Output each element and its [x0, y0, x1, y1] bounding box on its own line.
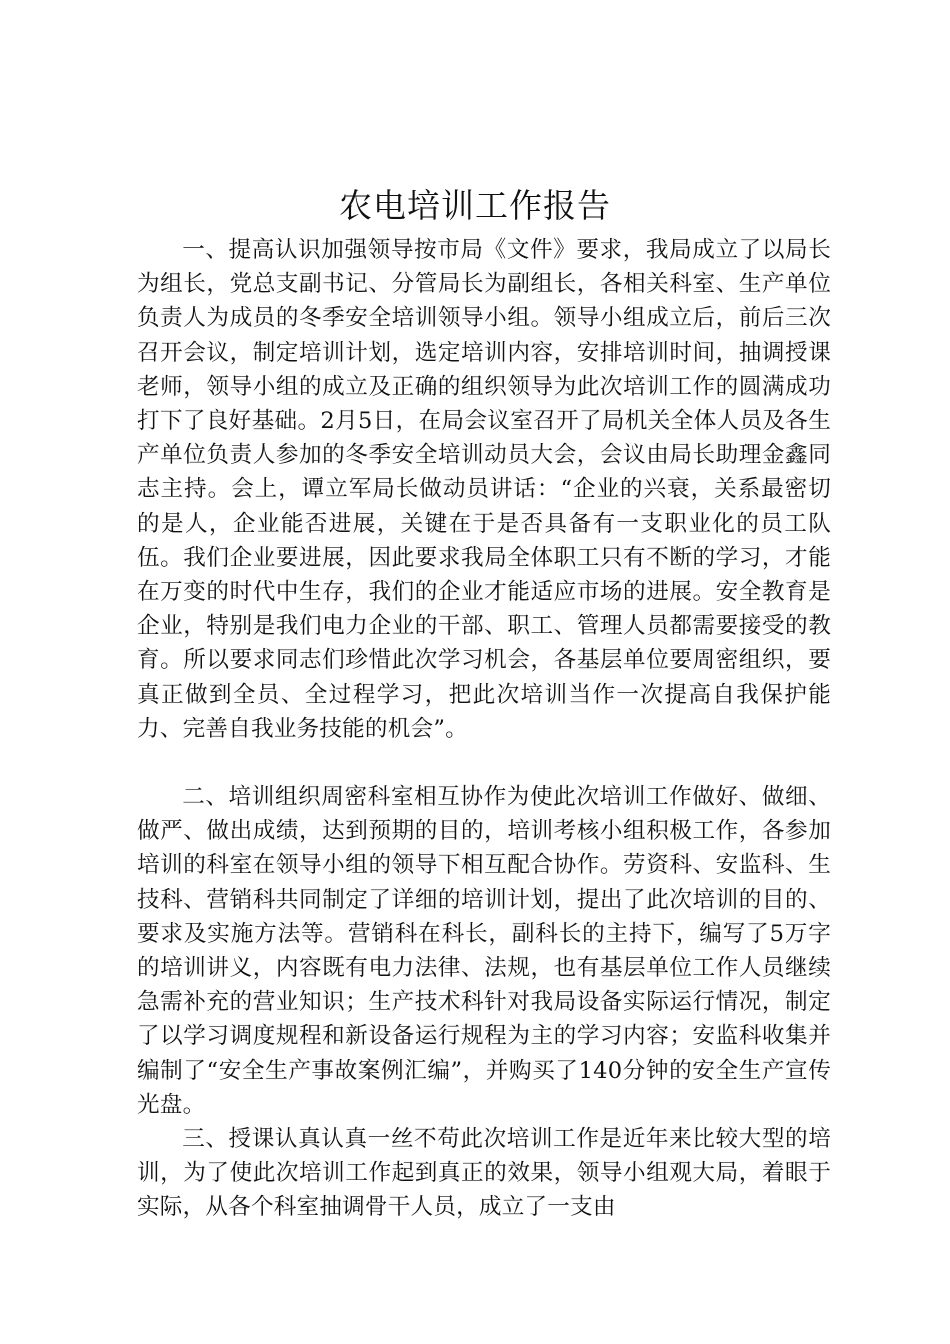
paragraph-section-1: 一、提高认识加强领导按市局《文件》要求，我局成立了以局长为组长，党总支副书记、分管局长为副组长，各相关科室、生产单位负责人为成员的冬季安全培训领导小组。领导小组成立后，前后三次召开会议，制定培训计划，选定培训内容，安排培训时间，抽调授课老师，领导小组的成立及正确的组织领导为此次培训工作的圆满成功打下了良好基础。2月5日，在局会议室召开了局机关全体人员及各生产单位负责人参加的冬季安全培训动员大会，会议由局长助理金鑫同志主持。会上，谭立军局长做动员讲话：“企业的兴衰，关系最密切的是人，企业能否进展，关键在于是否具备有一支职业化的员工队伍。我们企业要进展，因此要求我局全体职工只有不断的学习，才能在万变的时代中生存，我们的企业才能适应市场的进展。安全教育是企业，特别是我们电力企业的干部、职工、管理人员都需要接受的教育。所以要求同志们珍惜此次学习机会，各基层单位要周密组织，要真正做到全员、全过程学习，把此次培训当作一次提高自我保护能力、完善自我业务技能的机会”。 [137, 237, 831, 742]
paragraph-section-2: 二、培训组织周密科室相互协作为使此次培训工作做好、做细、做严、做出成绩，达到预期的目的，培训考核小组积极工作，各参加培训的科室在领导小组的领导下相互配合协作。劳资科、安监科、生技科、营销科共同制定了详细的培训计划，提出了此次培训的目的、要求及实施方法等。营销科在科长，副科长的主持下，编写了5万字的培训讲义，内容既有电力法律、法规，也有基层单位工作人员继续急需补充的营业知识；生产技术科针对我局设备实际运行情况，制定了以学习调度规程和新设备运行规程为主的学习内容；安监科收集并编制了“安全生产事故案例汇编”，并购买了140分钟的安全生产宣传光盘。 [137, 784, 831, 1118]
paragraph-section-3: 三、授课认真认真一丝不苟此次培训工作是近年来比较大型的培训，为了使此次培训工作起到真正的效果，领导小组观大局，着眼于实际，从各个科室抽调骨干人员，成立了一支由 [137, 1126, 831, 1221]
document-title: 农电培训工作报告 [339, 186, 611, 225]
document-body [137, 233, 831, 1225]
paragraph-spacer [137, 746, 831, 780]
